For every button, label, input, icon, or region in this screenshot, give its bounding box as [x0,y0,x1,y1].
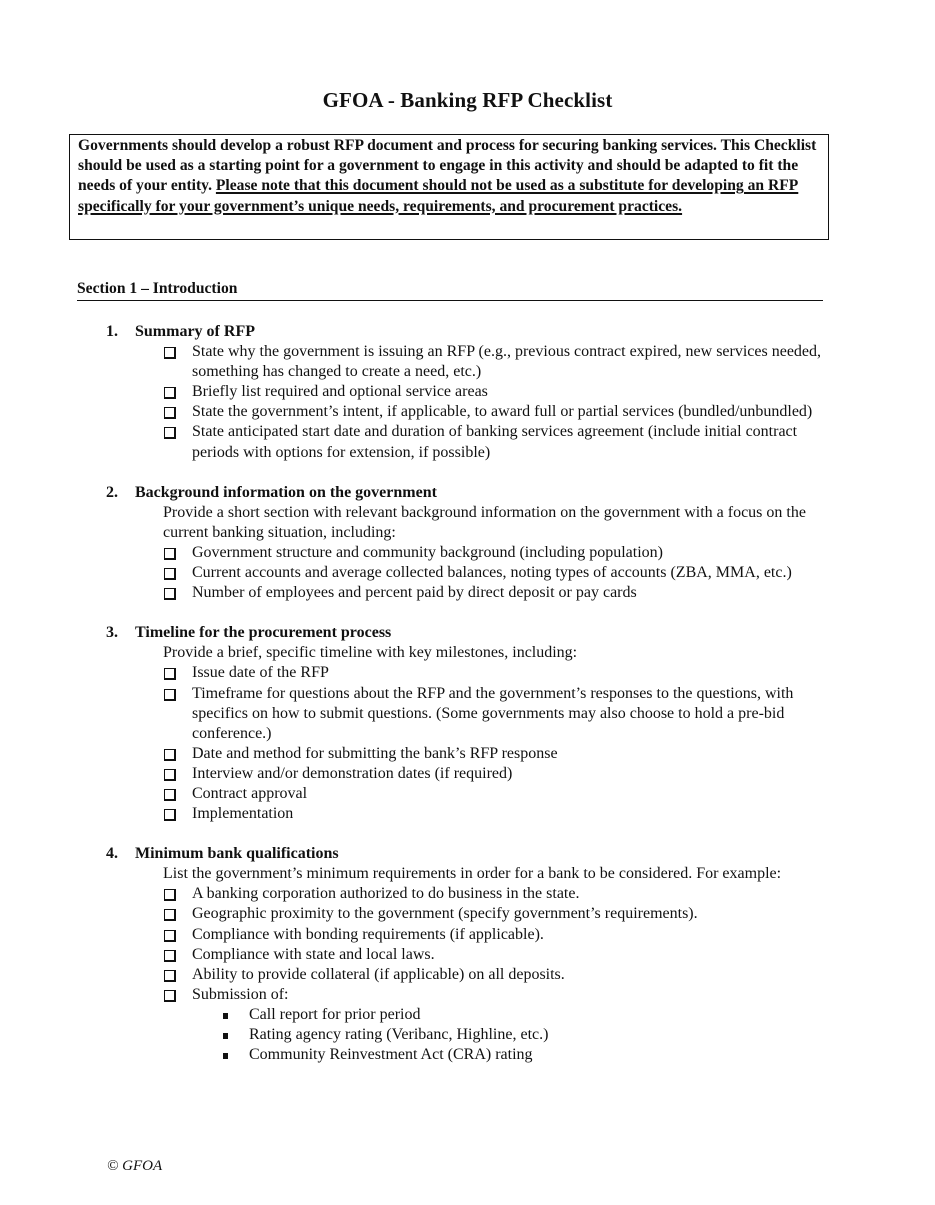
checkbox-icon[interactable] [163,804,192,824]
checkbox-icon[interactable] [163,342,192,382]
checkbox-icon[interactable] [163,663,192,683]
checkbox-icon[interactable] [163,684,192,744]
checkbox-icon[interactable] [163,382,192,402]
item-number: 2. [106,483,118,501]
item-title: Background information on the government [135,483,437,501]
copyright-footer: © GFOA [107,1158,163,1174]
checklist-text: Ability to provide collateral (if applicable) on all deposits. [192,965,565,983]
item-title: Summary of RFP [135,323,255,340]
checklist-text: Number of employees and percent paid by direct deposit or pay cards [192,584,637,602]
checklist-item-timeline [106,623,826,824]
checklist-row [163,402,826,422]
sub-bullet-row [222,1025,826,1045]
checklist-text: Interview and/or demonstration dates (if required) [192,764,513,782]
checklist-row [163,965,826,985]
item-number: 3. [106,624,118,642]
checklist-row [163,744,826,764]
sub-bullet-row [222,1045,826,1065]
sub-bullet-text: Rating agency rating (Veribanc, Highline, etc.) [249,1026,549,1043]
checklist-row [163,583,826,603]
item-title: Minimum bank qualifications [135,845,339,863]
document-title: GFOA - Banking RFP Checklist [322,88,613,112]
checklist-item-summary [106,322,826,463]
checkbox-icon[interactable] [163,985,192,1005]
checklist-row [163,563,826,583]
checkbox-icon[interactable] [163,884,192,904]
square-bullet-icon [222,1045,249,1065]
checklist-text: Contract approval [192,784,308,802]
checklist-row [163,884,826,904]
item-heading [106,322,826,342]
checkbox-icon[interactable] [163,563,192,583]
section-content [106,322,826,1085]
checklist-text: Government structure and community background (including population) [192,543,663,561]
checkbox-icon[interactable] [163,744,192,764]
checklist-text: Issue date of the RFP [192,664,329,682]
checkbox-icon[interactable] [163,422,192,462]
checkbox-icon[interactable] [163,945,192,965]
checklist-text: State anticipated start date and duration of banking services agreement (include initial contract periods with options for extension, if possible) [192,423,798,461]
checklist-row [163,684,826,744]
checkbox-icon[interactable] [163,764,192,784]
checklist-row [163,804,826,824]
checklist-text: Timeframe for questions about the RFP and the government’s responses to the questions, with specifics on how to submit questions. (Some governments may also choose to hold a pre-bid conference.) [192,684,794,742]
checklist-row [163,382,826,402]
checklist-text: Briefly list required and optional service areas [192,383,488,401]
checkbox-icon[interactable] [163,543,192,563]
checklist-row [163,985,826,1005]
checklist-row [163,764,826,784]
item-intro: Provide a short section with relevant background information on the government with a focus on the current banking situation, including: [163,503,806,541]
checklist-row [163,543,826,563]
checklist-row [163,422,826,462]
sub-bullet-text: Call report for prior period [249,1005,421,1023]
checkbox-icon[interactable] [163,965,192,985]
checklist-row [163,945,826,965]
checklist-row [163,925,826,945]
checkbox-icon[interactable] [163,904,192,924]
item-intro: List the government’s minimum requirements in order for a bank to be considered. For example: [163,865,782,883]
checklist-text: Compliance with state and local laws. [192,945,435,963]
checkbox-icon[interactable] [163,583,192,603]
item-title: Timeline for the procurement process [135,624,392,642]
item-heading [106,844,826,864]
checkbox-icon[interactable] [163,402,192,422]
checkbox-icon[interactable] [163,784,192,804]
checklist-text: Current accounts and average collected balances, noting types of accounts (ZBA, MMA, etc.) [192,564,792,582]
item-heading [106,483,826,503]
item-number: 4. [106,845,118,863]
checklist-row [163,342,826,382]
checklist-item-qualifications [106,844,826,1065]
sub-bullet-text: Community Reinvestment Act (CRA) rating [249,1046,533,1064]
checklist-text: Date and method for submitting the bank’s RFP response [192,744,558,762]
notice-text: Governments should develop a robust RFP document and process for securing banking services. This Checklist should be used as a starting point for a government to engage in this activity and should be adapted to fit the needs of your entity. [78,137,817,195]
checklist-text: Submission of: [192,985,289,1003]
sub-bullet-row [222,1005,826,1025]
checklist-item-background [106,483,826,604]
checklist-text: A banking corporation authorized to do business in the state. [192,885,580,903]
item-number: 1. [106,323,118,340]
checklist-text: Compliance with bonding requirements (if applicable). [192,925,544,943]
item-intro: Provide a brief, specific timeline with key milestones, including: [163,644,578,662]
checklist-text: Implementation [192,805,294,823]
checklist-text: State the government’s intent, if applicable, to award full or partial services (bundled/unbundled) [192,403,813,421]
notice-underlined-text: Please note that this document should not be used as a substitute for developing an RFP specifically for your government’s unique needs, requirements, and procurement practices. [78,177,799,215]
square-bullet-icon [222,1025,249,1045]
checklist-row [163,904,826,924]
item-heading [106,623,826,643]
checklist-row [163,663,826,683]
checklist-text: State why the government is issuing an RFP (e.g., previous contract expired, new services needed, something has changed to create a need, etc.) [192,343,822,381]
section-heading: Section 1 – Introduction [77,280,823,301]
square-bullet-icon [222,1005,249,1025]
notice-box [69,134,829,240]
checkbox-icon[interactable] [163,925,192,945]
checklist-text: Geographic proximity to the government (specify government’s requirements). [192,905,698,923]
checklist-row [163,784,826,804]
